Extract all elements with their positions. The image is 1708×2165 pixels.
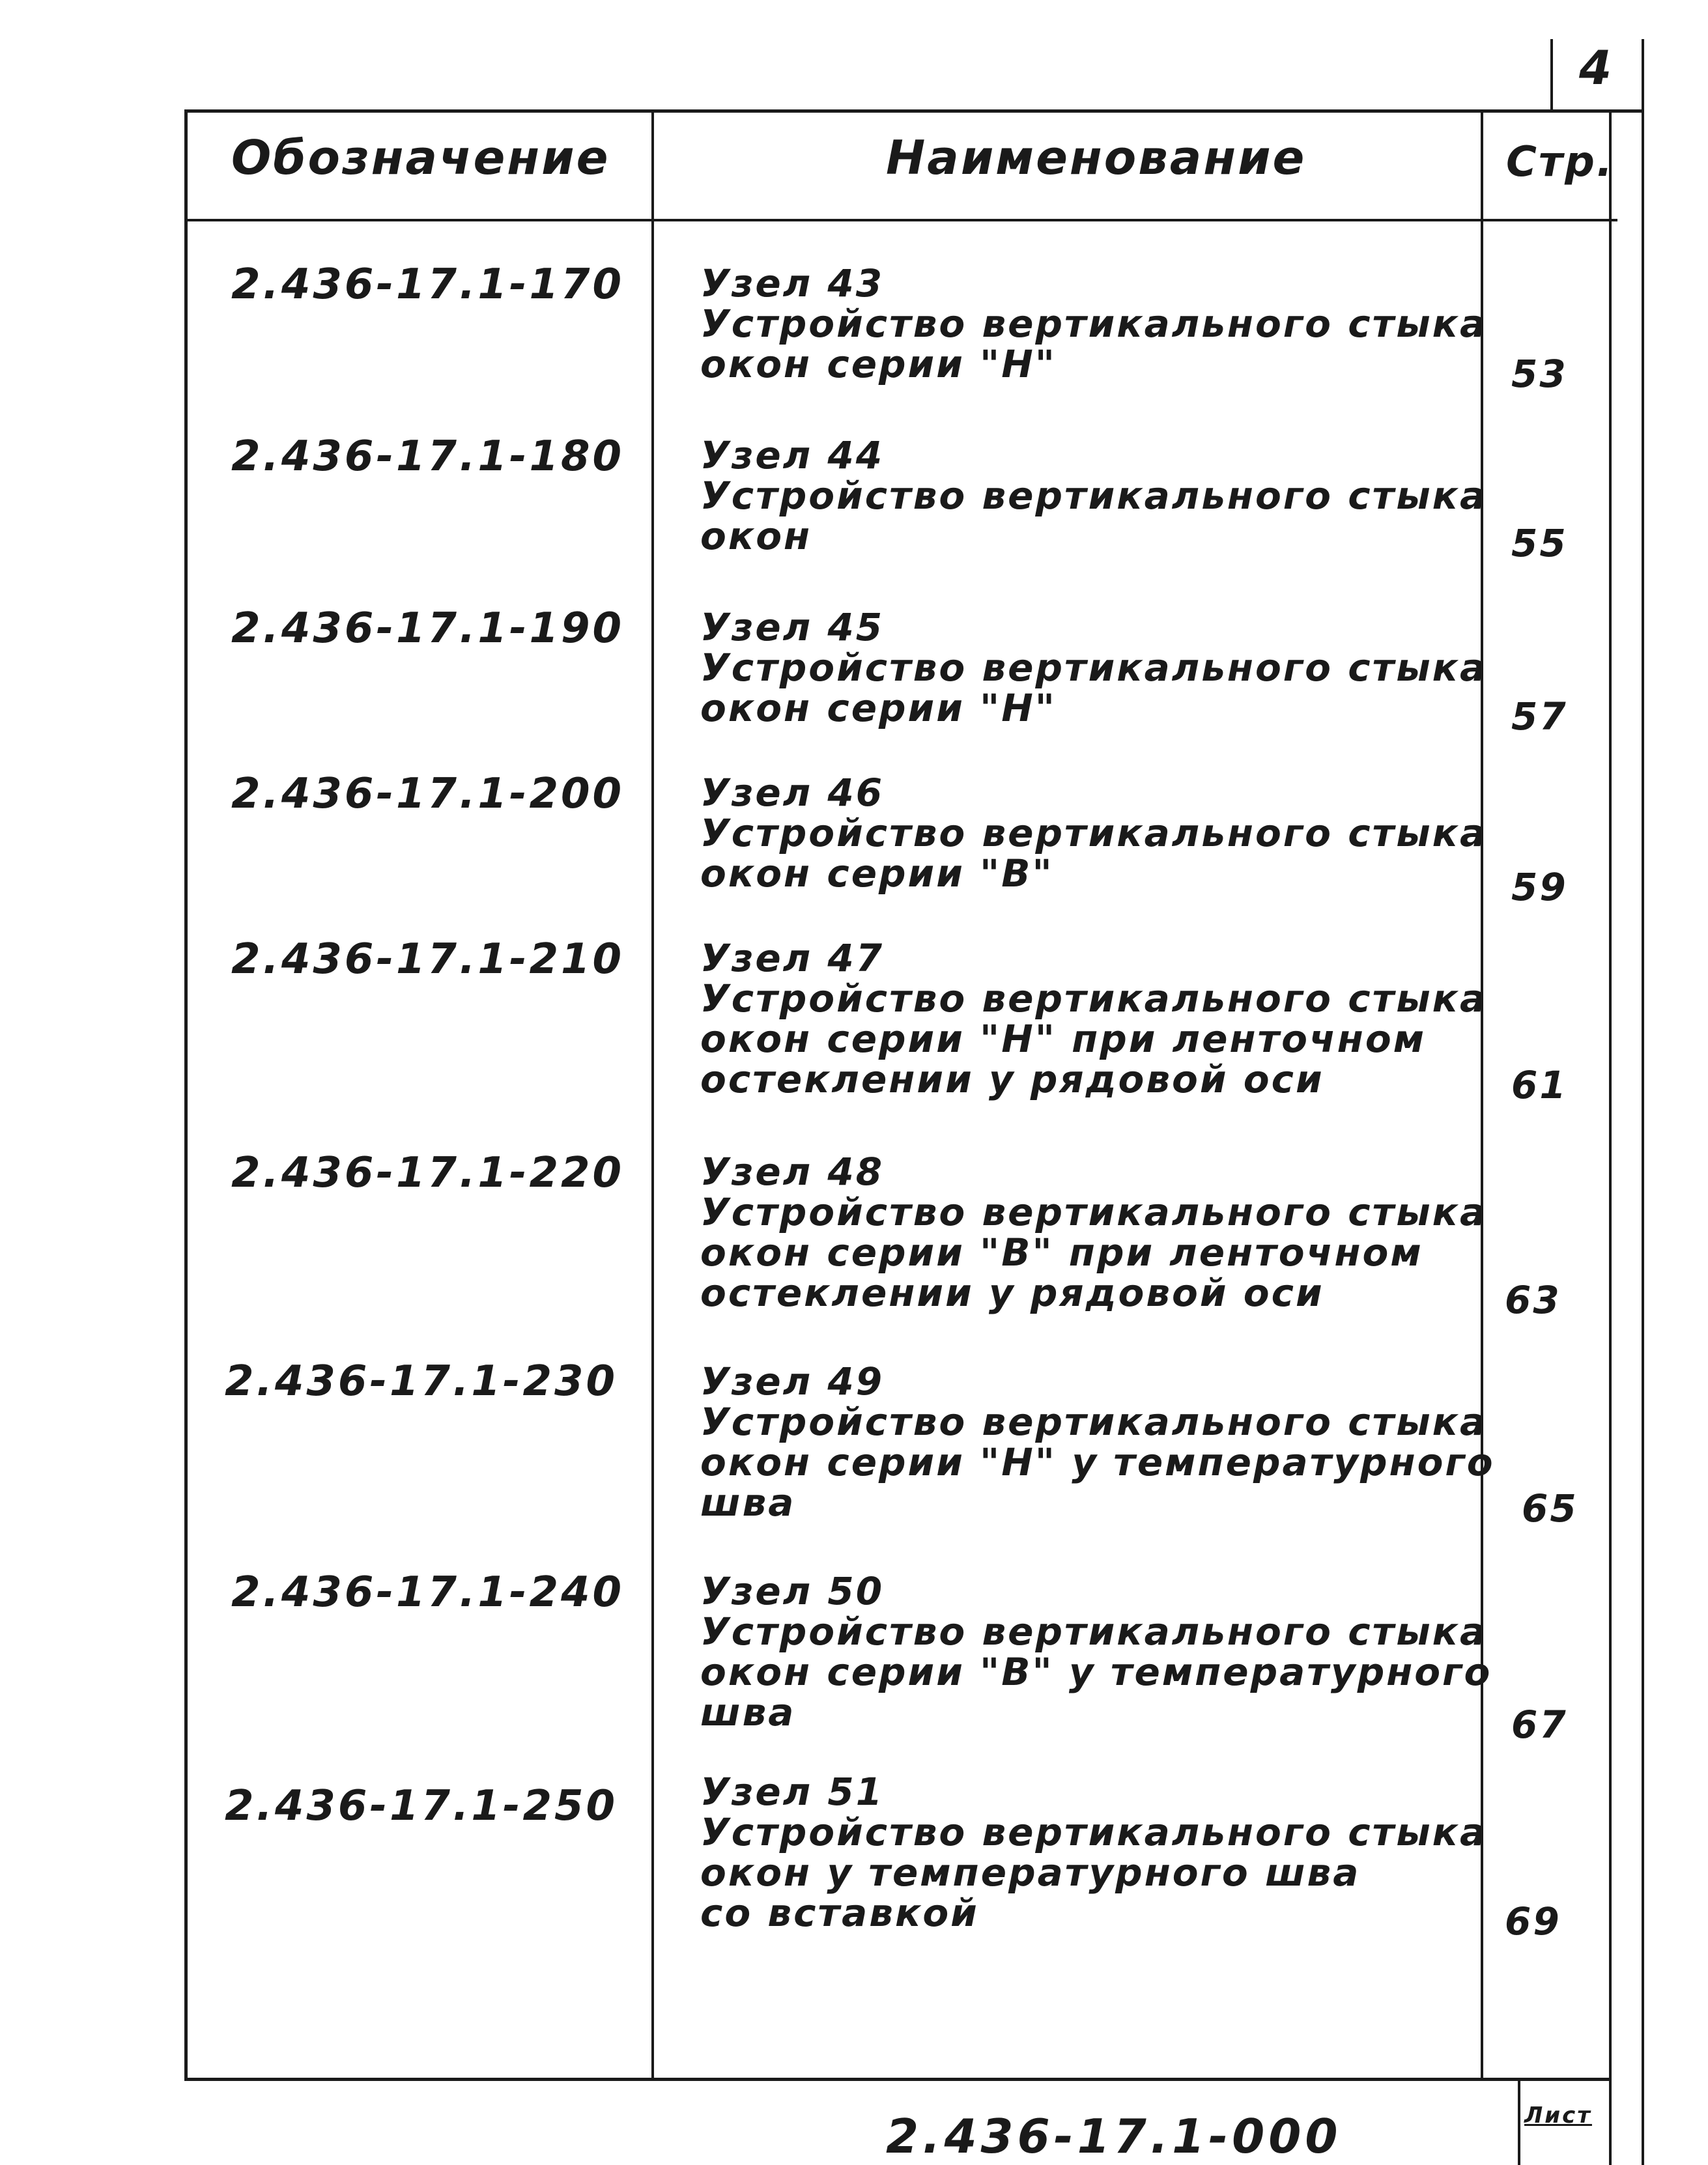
row-3-page: 57	[1511, 694, 1568, 739]
row-6-line-2: окон серии "В" при ленточном	[700, 1230, 1423, 1275]
frame-header-bottom-line	[184, 219, 1617, 221]
row-9-node: Узел 51	[700, 1770, 885, 1814]
row-5-node: Узел 47	[700, 936, 885, 980]
row-6-node: Узел 48	[700, 1150, 885, 1194]
row-4-name	[700, 772, 1487, 894]
row-9-line-3: со вставкой	[700, 1891, 979, 1935]
row-5-page: 61	[1511, 1063, 1568, 1107]
row-8-node: Узел 50	[700, 1569, 885, 1613]
row-7-line-1: Устройство вертикального стыка	[700, 1400, 1488, 1444]
row-5-line-3: остеклении у рядовой оси	[700, 1057, 1324, 1101]
row-3-code: 2.436-17.1-190	[231, 604, 625, 653]
row-5-line-2: окон серии "Н" при ленточном	[700, 1017, 1427, 1061]
row-7-line-2: окон серии "Н" у температурного	[700, 1440, 1495, 1484]
row-2-name	[700, 435, 1487, 556]
row-6-code: 2.436-17.1-220	[231, 1149, 625, 1197]
row-8-name	[700, 1571, 1492, 1733]
row-3-node: Узел 45	[700, 605, 885, 649]
row-6-name	[700, 1152, 1487, 1313]
row-7-line-3: шва	[700, 1480, 796, 1525]
row-6-page: 63	[1505, 1278, 1561, 1322]
page-number-box-left	[1550, 39, 1553, 112]
row-1-page: 53	[1511, 352, 1568, 396]
row-1-line-2: окон серии "Н"	[700, 342, 1057, 386]
row-8-line-3: шва	[700, 1690, 796, 1734]
header-page: Стр.	[1506, 138, 1615, 186]
row-9-line-2: окон у температурного шва	[700, 1850, 1361, 1895]
row-8-code: 2.436-17.1-240	[231, 1568, 625, 1617]
row-1-line-1: Устройство вертикального стыка	[700, 302, 1488, 346]
row-4-code: 2.436-17.1-200	[231, 770, 625, 818]
row-9-name	[700, 1772, 1487, 1933]
row-8-line-2: окон серии "В" у температурного	[700, 1650, 1492, 1694]
sheet-label: Лист	[1524, 2102, 1592, 2129]
row-8-line-1: Устройство вертикального стыка	[700, 1609, 1488, 1654]
row-2-page: 55	[1511, 521, 1568, 565]
row-2-line-1: Устройство вертикального стыка	[700, 474, 1488, 518]
frame-left-line	[184, 109, 188, 2080]
row-5-line-1: Устройство вертикального стыка	[700, 976, 1488, 1021]
row-1-node: Узел 43	[700, 261, 885, 305]
row-7-code: 2.436-17.1-230	[225, 1357, 618, 1406]
row-9-code: 2.436-17.1-250	[225, 1782, 618, 1830]
document-code: 2.436-17.1-000	[886, 2109, 1342, 2164]
frame-bottom-line	[184, 2078, 1611, 2081]
header-designation: Обозначение	[231, 130, 610, 185]
row-3-line-2: окон серии "Н"	[700, 686, 1057, 730]
page-number: 4	[1579, 40, 1614, 95]
frame-top-line	[184, 109, 1644, 113]
stamp-box-left	[1518, 2078, 1520, 2165]
row-8-page: 67	[1511, 1703, 1568, 1747]
frame-divider-1	[651, 109, 654, 2080]
row-9-page: 69	[1505, 1899, 1561, 1944]
frame-right-line	[1609, 109, 1612, 2165]
row-7-name	[700, 1361, 1495, 1523]
row-4-line-1: Устройство вертикального стыка	[700, 811, 1488, 855]
header-name: Наименование	[886, 130, 1307, 185]
row-2-code: 2.436-17.1-180	[231, 432, 625, 481]
row-5-name	[700, 938, 1487, 1099]
row-2-line-2: окон	[700, 514, 812, 558]
row-9-line-1: Устройство вертикального стыка	[700, 1810, 1488, 1854]
row-7-page: 65	[1522, 1486, 1578, 1531]
row-4-line-2: окон серии "В"	[700, 851, 1054, 896]
row-3-line-1: Устройство вертикального стыка	[700, 645, 1488, 690]
row-4-page: 59	[1511, 865, 1568, 909]
row-1-name	[700, 263, 1487, 384]
row-4-node: Узел 46	[700, 771, 885, 815]
row-3-name	[700, 607, 1487, 728]
row-1-code: 2.436-17.1-170	[231, 261, 625, 309]
row-2-node: Узел 44	[700, 433, 885, 477]
row-6-line-1: Устройство вертикального стыка	[700, 1190, 1488, 1234]
row-6-line-3: остеклении у рядовой оси	[700, 1271, 1324, 1315]
row-7-node: Узел 49	[700, 1359, 885, 1404]
row-5-code: 2.436-17.1-210	[231, 935, 625, 983]
frame-outer-right-line	[1642, 39, 1644, 2165]
